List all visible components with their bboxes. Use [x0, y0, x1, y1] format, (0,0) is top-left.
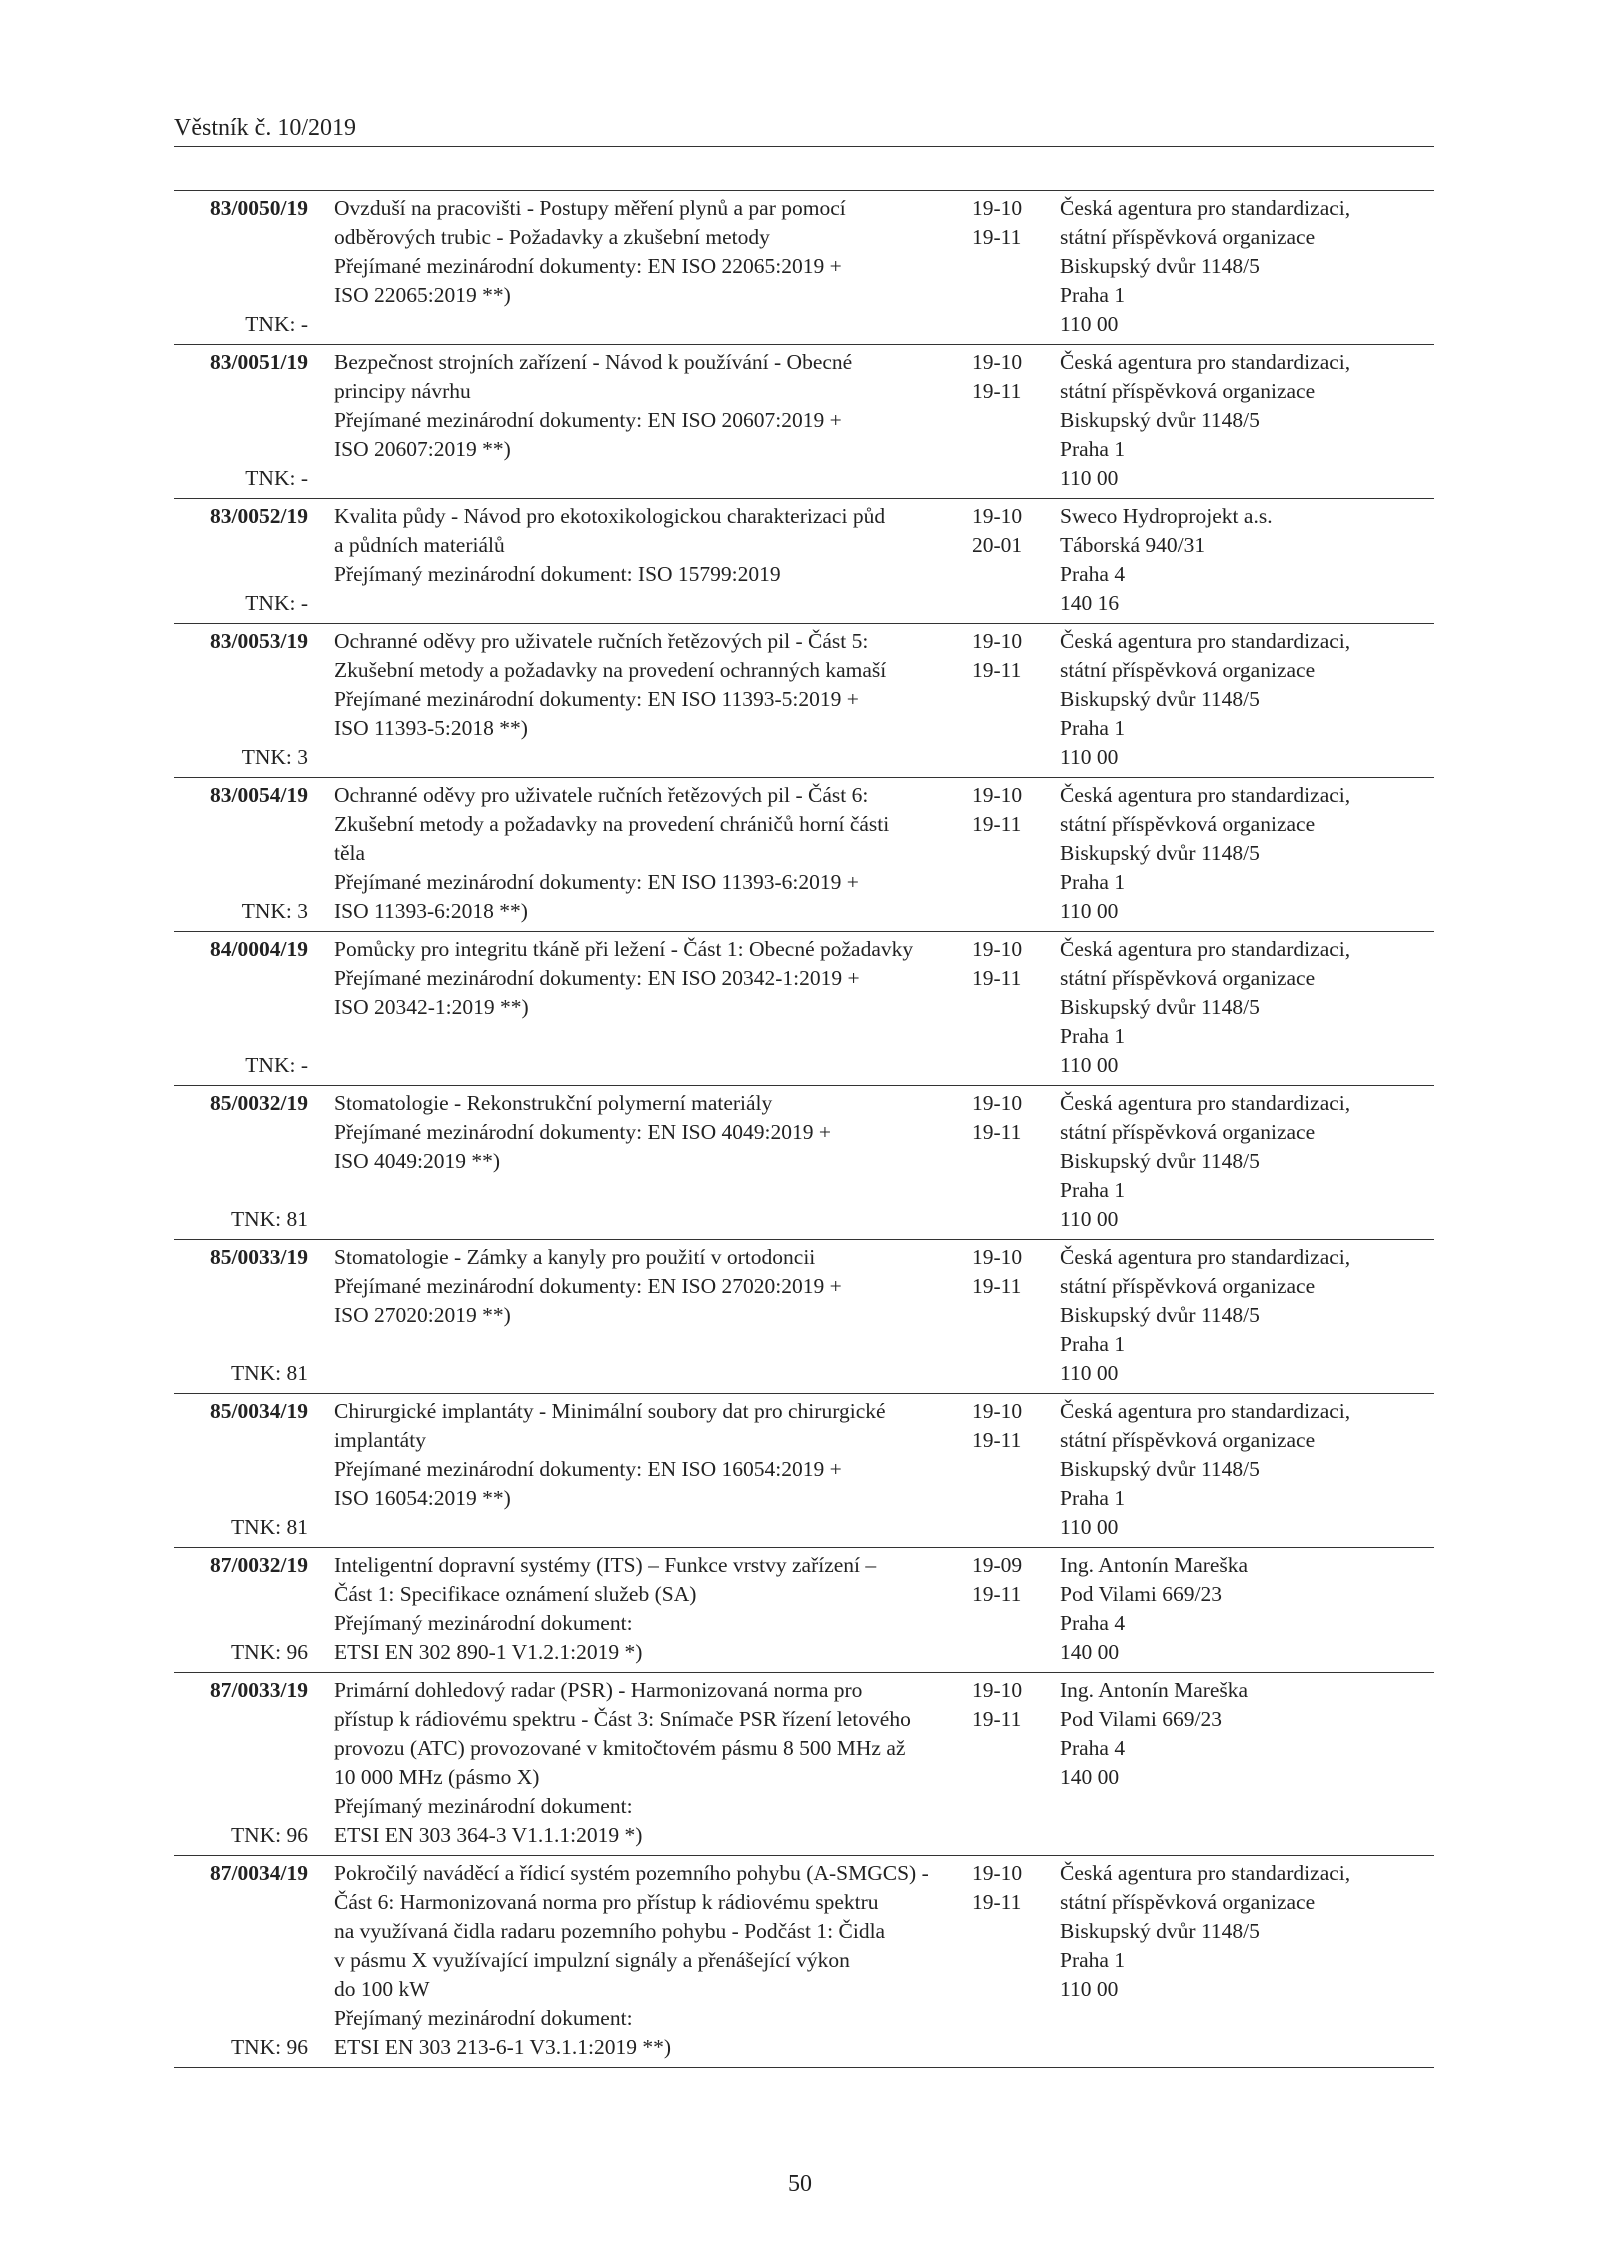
entry-title-line: Přejímaný mezinárodní dokument: [334, 1611, 633, 1635]
entry-title-line: ISO 11393-6:2018 **) [334, 899, 528, 923]
entry-title-line: Přejímané mezinárodní dokumenty: EN ISO 20607:2019 + [334, 408, 842, 432]
entry-dates-cell [942, 1551, 1030, 1667]
entry-code-cell [174, 1859, 310, 2062]
entry-processor-line: Česká agentura pro standardizaci, [1060, 350, 1351, 374]
entry-dates-cell [942, 502, 1030, 618]
entry-dates-cell [942, 935, 1030, 1080]
entry-date: 19-11 [972, 1707, 1022, 1731]
table-row [174, 1086, 1434, 1240]
entry-dates-cell [942, 781, 1030, 926]
entry-processor-cell [1030, 1243, 1434, 1388]
entry-processor-line: státní příspěvková organizace [1060, 966, 1316, 990]
entry-code-cell [174, 1397, 310, 1542]
entry-title-line: těla [334, 841, 366, 865]
entry-title-line: Přejímané mezinárodní dokumenty: EN ISO 16054:2019 + [334, 1457, 842, 1481]
entry-processor-line: Praha 1 [1060, 1948, 1126, 1972]
entry-date: 19-11 [972, 966, 1022, 990]
table-row [174, 499, 1434, 624]
entry-dates-cell [942, 348, 1030, 493]
entry-processor-line: 140 00 [1060, 1640, 1120, 1664]
entry-processor-line: státní příspěvková organizace [1060, 1428, 1316, 1452]
entry-title-line: na využívaná čidla radaru pozemního pohybu - Podčást 1: Čidla [334, 1919, 886, 1943]
entry-date: 19-11 [972, 1890, 1022, 1914]
entry-processor-line: Pod Vilami 669/23 [1060, 1707, 1222, 1731]
entry-processor-cell [1030, 627, 1434, 772]
entry-date: 19-09 [972, 1553, 1023, 1577]
table-row [174, 932, 1434, 1086]
entry-dates-cell [942, 1397, 1030, 1542]
entry-processor-line: Česká agentura pro standardizaci, [1060, 937, 1351, 961]
entry-title-line: ISO 20607:2019 **) [334, 437, 511, 461]
entry-title-line: Přejímaný mezinárodní dokument: [334, 2006, 633, 2030]
table-row [174, 191, 1434, 345]
entry-title-line: Bezpečnost strojních zařízení - Návod k používání - Obecné [334, 350, 853, 374]
entry-tnk: TNK: 96 [230, 2035, 308, 2059]
entry-code-cell [174, 194, 310, 339]
entry-date: 19-10 [972, 1399, 1023, 1423]
entry-processor-line: Sweco Hydroprojekt a.s. [1060, 504, 1273, 528]
entry-date: 19-11 [972, 1582, 1022, 1606]
entry-title-line: a půdních materiálů [334, 533, 505, 557]
page-header: Věstník č. 10/2019 [174, 115, 356, 141]
entry-processor-line: státní příspěvková organizace [1060, 658, 1316, 682]
entry-title-cell [310, 627, 942, 772]
entry-code: 87/0034/19 [210, 1861, 308, 1885]
entry-title-cell [310, 502, 942, 618]
entry-date: 19-10 [972, 196, 1023, 220]
entry-processor-line: Biskupský dvůr 1148/5 [1060, 254, 1260, 278]
entry-date: 19-10 [972, 629, 1023, 653]
entry-tnk: TNK: 96 [230, 1823, 308, 1847]
table-row [174, 345, 1434, 499]
entry-code: 85/0034/19 [210, 1399, 308, 1423]
table-row [174, 624, 1434, 778]
entry-title-line: ISO 16054:2019 **) [334, 1486, 511, 1510]
entry-processor-line: Biskupský dvůr 1148/5 [1060, 995, 1260, 1019]
entry-title-line: v pásmu X využívající impulzní signály a přenášející výkon [334, 1948, 850, 1972]
entry-code-cell [174, 627, 310, 772]
entry-tnk: TNK: 81 [230, 1515, 308, 1539]
entry-processor-line: Praha 1 [1060, 870, 1126, 894]
entry-title-line: ISO 22065:2019 **) [334, 283, 511, 307]
entry-code: 87/0033/19 [210, 1678, 308, 1702]
entry-title-line: ETSI EN 303 364-3 V1.1.1:2019 *) [334, 1823, 643, 1847]
entry-date: 19-11 [972, 379, 1022, 403]
entry-title-line: Stomatologie - Zámky a kanyly pro použití v ortodoncii [334, 1245, 816, 1269]
entry-processor-line: 110 00 [1060, 312, 1119, 336]
entry-processor-line: Česká agentura pro standardizaci, [1060, 783, 1351, 807]
entry-processor-cell [1030, 1551, 1434, 1667]
entry-processor-line: Praha 1 [1060, 716, 1126, 740]
entry-processor-line: 110 00 [1060, 1977, 1119, 2001]
entry-title-cell [310, 1089, 942, 1234]
entry-processor-line: Praha 1 [1060, 1486, 1126, 1510]
entry-processor-line: Česká agentura pro standardizaci, [1060, 1091, 1351, 1115]
entry-code: 85/0032/19 [210, 1091, 308, 1115]
entry-title-line: Kvalita půdy - Návod pro ekotoxikologickou charakterizaci půd [334, 504, 886, 528]
entry-dates-cell [942, 1243, 1030, 1388]
table-row [174, 1240, 1434, 1394]
entry-title-line: principy návrhu [334, 379, 471, 403]
table-row [174, 1394, 1434, 1548]
entry-title-line: implantáty [334, 1428, 426, 1452]
entry-processor-line: státní příspěvková organizace [1060, 1890, 1316, 1914]
entry-processor-cell [1030, 348, 1434, 493]
entry-code-cell [174, 1676, 310, 1850]
entry-title-line: ETSI EN 303 213-6-1 V3.1.1:2019 **) [334, 2035, 672, 2059]
entry-date: 19-11 [972, 1428, 1022, 1452]
header-divider [174, 146, 1434, 147]
entry-code: 83/0052/19 [210, 504, 308, 528]
entry-title-line: Primární dohledový radar (PSR) - Harmonizovaná norma pro [334, 1678, 863, 1702]
entry-tnk: TNK: 81 [230, 1207, 308, 1231]
entry-processor-line: Biskupský dvůr 1148/5 [1060, 1303, 1260, 1327]
entry-processor-line: státní příspěvková organizace [1060, 1274, 1316, 1298]
entry-title-line: Stomatologie - Rekonstrukční polymerní materiály [334, 1091, 773, 1115]
entry-processor-cell [1030, 781, 1434, 926]
entry-tnk: TNK: 81 [230, 1361, 308, 1385]
entry-processor-line: 110 00 [1060, 1053, 1119, 1077]
entry-tnk: TNK: - [245, 466, 308, 490]
entry-processor-cell [1030, 194, 1434, 339]
entry-title-line: Přejímané mezinárodní dokumenty: EN ISO 11393-6:2019 + [334, 870, 859, 894]
entry-dates-cell [942, 1089, 1030, 1234]
entry-code: 83/0050/19 [210, 196, 308, 220]
entry-processor-cell [1030, 935, 1434, 1080]
entry-processor-line: Praha 1 [1060, 1024, 1126, 1048]
entry-dates-cell [942, 627, 1030, 772]
entry-title-cell [310, 1676, 942, 1850]
entry-title-line: Inteligentní dopravní systémy (ITS) – Funkce vrstvy zařízení – [334, 1553, 877, 1577]
entry-date: 19-10 [972, 350, 1023, 374]
entry-title-line: Chirurgické implantáty - Minimální soubory dat pro chirurgické [334, 1399, 886, 1423]
entry-dates-cell [942, 1859, 1030, 2062]
entry-processor-line: Česká agentura pro standardizaci, [1060, 629, 1351, 653]
entry-date: 19-11 [972, 1120, 1022, 1144]
entry-title-line: Přejímané mezinárodní dokumenty: EN ISO 22065:2019 + [334, 254, 842, 278]
entry-processor-line: státní příspěvková organizace [1060, 225, 1316, 249]
entry-processor-line: Táborská 940/31 [1060, 533, 1206, 557]
entry-processor-cell [1030, 1397, 1434, 1542]
entry-processor-line: Česká agentura pro standardizaci, [1060, 196, 1351, 220]
entry-title-line: ISO 4049:2019 **) [334, 1149, 501, 1173]
entry-tnk: TNK: 96 [230, 1640, 308, 1664]
entry-processor-line: Biskupský dvůr 1148/5 [1060, 1919, 1260, 1943]
entry-processor-cell [1030, 502, 1434, 618]
entry-title-line: Přejímané mezinárodní dokumenty: EN ISO 20342-1:2019 + [334, 966, 860, 990]
entry-date: 19-10 [972, 937, 1023, 961]
entry-processor-line: Praha 1 [1060, 1178, 1126, 1202]
entry-title-line: ETSI EN 302 890-1 V1.2.1:2019 *) [334, 1640, 643, 1664]
entry-title-line: Pomůcky pro integritu tkáně při ležení - Část 1: Obecné požadavky [334, 937, 914, 961]
entry-processor-cell [1030, 1089, 1434, 1234]
entry-code-cell [174, 781, 310, 926]
entry-processor-line: Praha 4 [1060, 562, 1126, 586]
entry-processor-line: 110 00 [1060, 1361, 1119, 1385]
entry-title-cell [310, 935, 942, 1080]
standards-table [174, 190, 1434, 2068]
entry-code-cell [174, 502, 310, 618]
entry-title-line: Ovzduší na pracovišti - Postupy měření plynů a par pomocí [334, 196, 846, 220]
entry-processor-line: Pod Vilami 669/23 [1060, 1582, 1222, 1606]
entry-title-cell [310, 194, 942, 339]
entry-processor-line: 140 00 [1060, 1765, 1120, 1789]
entry-processor-line: 110 00 [1060, 899, 1119, 923]
entry-title-line: Zkušební metody a požadavky na provedení ochranných kamaší [334, 658, 887, 682]
entry-title-line: Část 1: Specifikace oznámení služeb (SA) [334, 1582, 697, 1606]
entry-date: 19-10 [972, 1678, 1023, 1702]
entry-tnk: TNK: - [245, 1053, 308, 1077]
entry-processor-line: Biskupský dvůr 1148/5 [1060, 408, 1260, 432]
entry-code-cell [174, 1551, 310, 1667]
entry-date: 19-10 [972, 1245, 1023, 1269]
entry-date: 19-11 [972, 1274, 1022, 1298]
entry-code: 83/0054/19 [210, 783, 308, 807]
entry-processor-line: 110 00 [1060, 745, 1119, 769]
entry-processor-line: 110 00 [1060, 1207, 1119, 1231]
entry-title-line: ISO 11393-5:2018 **) [334, 716, 528, 740]
entry-processor-line: státní příspěvková organizace [1060, 812, 1316, 836]
entry-processor-cell [1030, 1859, 1434, 2062]
entry-processor-line: Biskupský dvůr 1148/5 [1060, 841, 1260, 865]
entry-date: 19-10 [972, 504, 1023, 528]
entry-processor-line: Praha 1 [1060, 1332, 1126, 1356]
entry-code-cell [174, 1089, 310, 1234]
entry-title-line: Ochranné oděvy pro uživatele ručních řetězových pil - Část 6: [334, 783, 869, 807]
entry-title-line: 10 000 MHz (pásmo X) [334, 1765, 540, 1789]
table-row [174, 1548, 1434, 1673]
entry-title-line: Přejímaný mezinárodní dokument: ISO 15799:2019 [334, 562, 781, 586]
entry-code: 84/0004/19 [210, 937, 308, 961]
entry-date: 20-01 [972, 533, 1023, 557]
entry-title-cell [310, 1859, 942, 2062]
entry-title-cell [310, 1551, 942, 1667]
entry-processor-line: Praha 1 [1060, 437, 1126, 461]
entry-code: 83/0053/19 [210, 629, 308, 653]
entry-title-line: Ochranné oděvy pro uživatele ručních řetězových pil - Část 5: [334, 629, 869, 653]
entry-tnk: TNK: 3 [241, 745, 308, 769]
table-row [174, 1673, 1434, 1856]
entry-date: 19-11 [972, 225, 1022, 249]
entry-title-line: Přejímané mezinárodní dokumenty: EN ISO 4049:2019 + [334, 1120, 831, 1144]
entry-processor-line: Biskupský dvůr 1148/5 [1060, 1457, 1260, 1481]
entry-code-cell [174, 935, 310, 1080]
table-row [174, 1856, 1434, 2068]
entry-title-line: ISO 20342-1:2019 **) [334, 995, 529, 1019]
entry-dates-cell [942, 1676, 1030, 1850]
entry-title-line: do 100 kW [334, 1977, 430, 2001]
entry-processor-line: Biskupský dvůr 1148/5 [1060, 687, 1260, 711]
entry-code: 85/0033/19 [210, 1245, 308, 1269]
entry-title-cell [310, 1397, 942, 1542]
entry-title-line: Přejímaný mezinárodní dokument: [334, 1794, 633, 1818]
entry-processor-line: Biskupský dvůr 1148/5 [1060, 1149, 1260, 1173]
entry-title-line: Přejímané mezinárodní dokumenty: EN ISO 27020:2019 + [334, 1274, 842, 1298]
entry-date: 19-10 [972, 1091, 1023, 1115]
entry-title-line: Část 6: Harmonizovaná norma pro přístup k rádiovému spektru [334, 1890, 879, 1914]
entry-title-line: přístup k rádiovému spektru - Část 3: Snímače PSR řízení letového [334, 1707, 911, 1731]
entry-processor-line: Česká agentura pro standardizaci, [1060, 1245, 1351, 1269]
entry-processor-line: Ing. Antonín Mareška [1060, 1553, 1249, 1577]
entry-code-cell [174, 1243, 310, 1388]
entry-processor-line: Česká agentura pro standardizaci, [1060, 1399, 1351, 1423]
entry-code: 87/0032/19 [210, 1553, 308, 1577]
entry-title-cell [310, 348, 942, 493]
entry-date: 19-11 [972, 658, 1022, 682]
entry-processor-line: Česká agentura pro standardizaci, [1060, 1861, 1351, 1885]
entry-date: 19-11 [972, 812, 1022, 836]
entry-processor-line: Ing. Antonín Mareška [1060, 1678, 1249, 1702]
entry-title-line: ISO 27020:2019 **) [334, 1303, 511, 1327]
entry-dates-cell [942, 194, 1030, 339]
entry-tnk: TNK: - [245, 591, 308, 615]
entry-processor-line: 140 16 [1060, 591, 1120, 615]
entry-title-cell [310, 781, 942, 926]
entry-tnk: TNK: 3 [241, 899, 308, 923]
entry-processor-line: Praha 4 [1060, 1611, 1126, 1635]
entry-title-line: Přejímané mezinárodní dokumenty: EN ISO 11393-5:2019 + [334, 687, 859, 711]
entry-title-line: Pokročilý naváděcí a řídicí systém pozemního pohybu (A-SMGCS) - [334, 1861, 929, 1885]
entry-date: 19-10 [972, 1861, 1023, 1885]
page-number: 50 [788, 2171, 812, 2197]
entry-processor-cell [1030, 1676, 1434, 1850]
entry-processor-line: 110 00 [1060, 466, 1119, 490]
entry-title-line: odběrových trubic - Požadavky a zkušební metody [334, 225, 770, 249]
entry-processor-line: Praha 4 [1060, 1736, 1126, 1760]
entry-title-line: Zkušební metody a požadavky na provedení chráničů horní části [334, 812, 890, 836]
entry-code-cell [174, 348, 310, 493]
entry-title-line: provozu (ATC) provozované v kmitočtovém pásmu 8 500 MHz až [334, 1736, 906, 1760]
entry-processor-line: státní příspěvková organizace [1060, 379, 1316, 403]
table-row [174, 778, 1434, 932]
entry-code: 83/0051/19 [210, 350, 308, 374]
entry-processor-line: Praha 1 [1060, 283, 1126, 307]
entry-tnk: TNK: - [245, 312, 308, 336]
entry-title-cell [310, 1243, 942, 1388]
entry-processor-line: 110 00 [1060, 1515, 1119, 1539]
entry-processor-line: státní příspěvková organizace [1060, 1120, 1316, 1144]
entry-date: 19-10 [972, 783, 1023, 807]
